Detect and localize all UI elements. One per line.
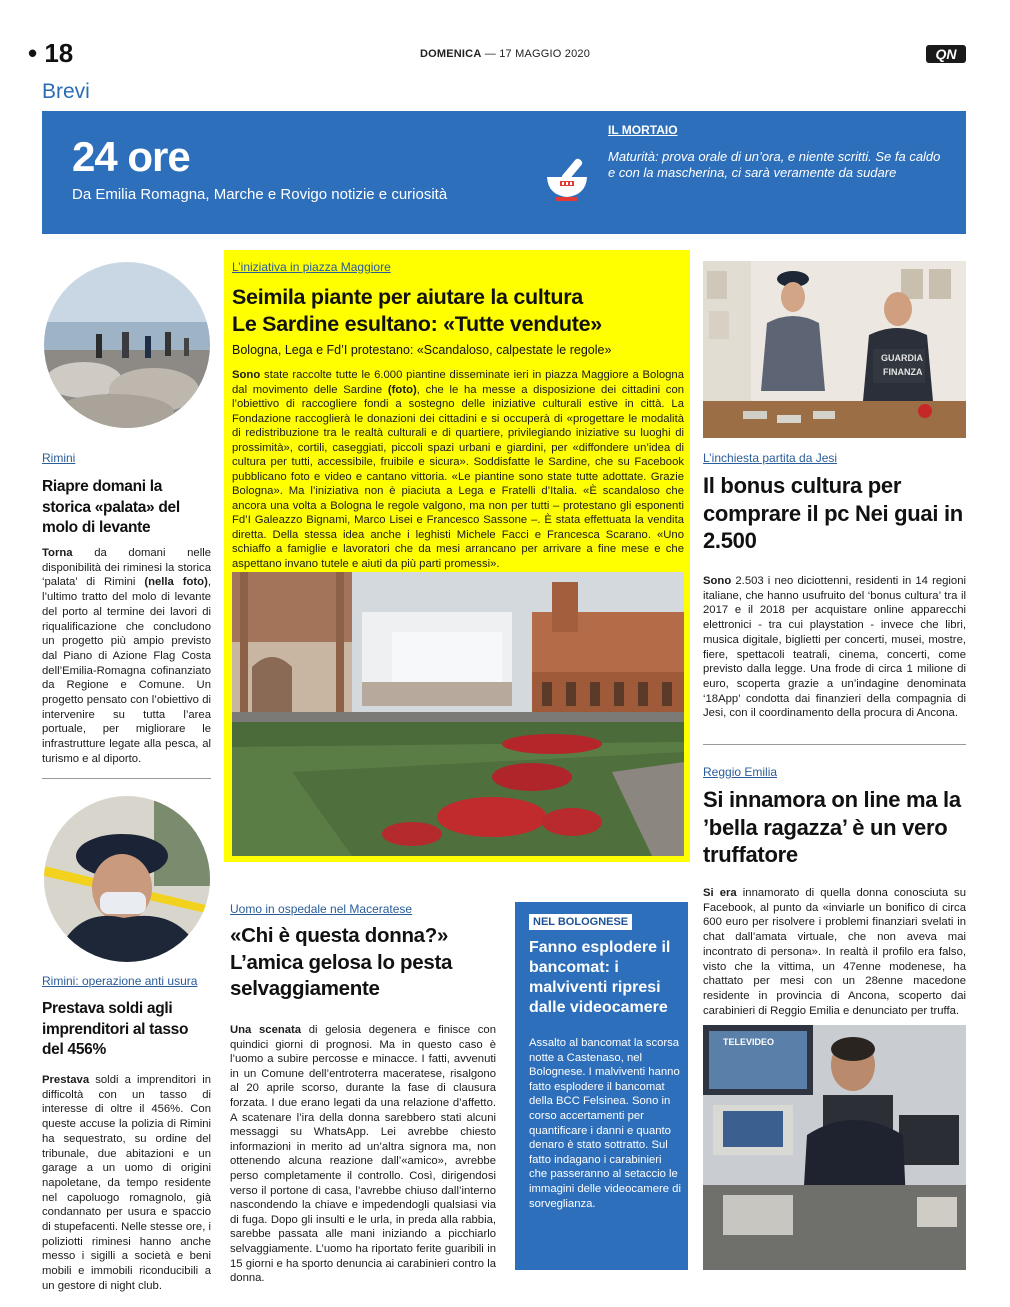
usura-story-headline: Prestava soldi agli imprenditori al tasso del 456%	[42, 1000, 189, 1058]
banner-subtitle: Da Emilia Romagna, Marche e Rovigo notizie e curiosità	[72, 186, 448, 203]
bancomat-box	[515, 902, 688, 1270]
bancomat-tag: NEL BOLOGNESE	[529, 914, 632, 930]
police-officer-photo	[44, 796, 210, 962]
sardine-headline: Seimila piante per aiutare la cultura Le Sardine esultano: «Tutte vendute»	[232, 285, 602, 336]
reggio-story-headline: Si innamora on line ma la ’bella ragazza’ è un vero truffatore	[703, 787, 961, 867]
bonus-story-kicker: L’inchiesta partita da Jesi	[703, 451, 838, 465]
rimini-pier-photo	[44, 262, 210, 428]
sardine-deck: Bologna, Lega e Fd’I protestano: «Scandaloso, calpestate le regole»	[232, 343, 612, 357]
rimini-story-headline: Riapre domani la storica «palata» del molo di levante	[42, 478, 180, 536]
macerata-story-headline: «Chi è questa donna?» L’amica gelosa lo pesta selvaggiamente	[230, 924, 453, 1000]
macerata-story-kicker: Uomo in ospedale nel Maceratese	[230, 902, 413, 916]
banner	[42, 111, 966, 234]
reggio-story-kicker: Reggio Emilia	[703, 765, 778, 779]
sardine-body: Sono state raccolte tutte le 6.000 piantine disseminate ieri in piazza Maggiore a Bologna dal movimento delle Sardine (foto), che le ha messe a disposizione dei cittadini con l’obiettivo di raccogliere fondi a sostegno delle iniziative culturali estive in città. La Fondazione raccoglierà le donazioni dei cittadini e si occuperà di «progettare le modalità di redistribuzione tra le realtà culturali e di quartiere, privilegiando iniziative su luoghi di prossimità», cortili, caseggiati, piccoli spazi urbani e giardini, per «diffondere un’idea di cultura per tutti, accessibile, fruibile e sicura». Soddisfatte le Sardine, che su Facebook pubblicano foto e video e cantano vittoria. «Le piantine sono state tutte adottate. Grazie Bologna». Ma l’iniziativa non è piaciuta a Lega e Fratelli d’Italia. «È scandaloso che ancora una volta a Bologna le regole valgono, ma non per tutti – protestano gli esponenti Fd’I Galeazzo Bignami, Marco Lisei e Francesco Sassone –. È stata effettuata la vendita diretta. Della stessa idea anche i leghisti Michele Facci e Francesca Scarano. «Uno schiaffo a famiglie e lavoratori che da mesi arrancano per arrivare a fine mese e che aspettano invano tutele e aiuti da più parti promessi».	[232, 369, 685, 570]
banner-title: 24 ore	[72, 133, 190, 180]
mortar-and-pestle-icon	[542, 155, 592, 205]
screen-text: TELEVIDEO	[723, 1037, 775, 1047]
divider	[42, 778, 211, 779]
usura-story-body: Prestava soldi a imprenditori in difficoltà con un tasso di interesse di oltre il 456%. Con queste accuse la polizia di Rimini ha sequestrato, su ordine del tribunale, due abitazioni e un garage a un uomo di origini napoletane, da tempo residente nel capoluogo romagnolo, già condannato per usura e spaccio di stupefacenti. Nelle stesse ore, i poliziotti riminesi hanno anche messo i sigilli a società e beni mobili e immobili riconducibili a un gestore di night club.	[42, 1074, 211, 1292]
divider	[703, 744, 966, 745]
bonus-story-headline: Il bonus cultura per comprare il pc Nei guai in 2.500	[703, 473, 963, 553]
mortaio-text: Maturità: prova orale di un’ora, e niente scritti. Se fa caldo e con la mascherina, ci sarà veramente da sudare	[608, 149, 941, 180]
bancomat-headline: Fanno esplodere il bancomat: i malviventi ripresi dalle videocamere	[529, 939, 671, 1016]
sardine-feature-box	[224, 250, 690, 862]
bancomat-body: Assalto al bancomat la scorsa notte a Castenaso, nel Bolognese. I malviventi hanno fatto esplodere il bancomat della BCC Felsinea. Sono in corso accertamenti per quantificare i danni e quanto denaro è stato sottratto. Sul fatto indagano i carabinieri che passeranno al setaccio le immagini delle videocamere di sorveglianza.	[529, 1037, 681, 1210]
piazza-maggiore-photo	[232, 572, 684, 856]
rimini-story-kicker: Rimini	[42, 451, 76, 465]
rimini-story-body: Torna da domani nelle disponibilità dei riminesi la storica ‘palata’ di Rimini (nella foto), l’ultimo tratto del molo di levante del porto al termine dei lavori di riqualificazione che concludono un progetto più ampio previsto dal Piano di Azione Flag Costa dell’Emilia-Romagna cofinanziato da Regione e Comune. Un progetto pensato con l’obiettivo di intervenire su tutta l’area portuale, per migliorare le infrastrutture legate alla pesca, al turismo e al diporto.	[42, 547, 211, 765]
day: DOMENICA	[419, 48, 482, 60]
carabinieri-operations-room-photo	[703, 1025, 966, 1270]
page-number: • 18	[28, 38, 74, 68]
reggio-story-body: Si era innamorato di quella donna conosciuta su Facebook, al punto da «inviarle un bonifico di circa 600 euro per risolvere i problemi finanziari svelati in chat dall’amata virtuale, che non aveva mai incontrato di persona». In realtà il profilo era falso, visto che la vittima, un 47enne modenese, ha chattato per mesi con un 28enne macedone residente in provincia di Ancona, scoperto dai carabinieri di Reggio Emilia e denunciato per truffa.	[703, 887, 966, 1017]
section-title: Brevi	[42, 80, 90, 103]
bonus-story-body: Sono 2.503 i neo diciottenni, residenti in 14 regioni italiane, che hanno usufruito del ‘bonus cultura’ tra il 2017 e il 2018 per acquistare online apparecchi elettronici - tra cui playstation - invece che libri, musica digitale, biglietti per concerti, musei, mostre, fiere, spettacoli teatrali, cinema, concerti, come previsto dalla legge. Una frode di circa 1 milione di euro, scoperta grazie a un’indagine denominata ‘18App’ condotta dai finanzieri della compagnia di Jesi, con il coordinamento della procura di Ancona.	[703, 575, 966, 720]
date: 17 MAGGIO 2020	[499, 48, 591, 60]
vest-text-finanza: FINANZA	[883, 367, 923, 377]
macerata-story-body: Una scenata di gelosia degenera e finisce con quindici giorni di prognosi. Ma in questo caso è l’uomo a subire percosse e minacce. I fatti, avvenuti in un Comune dell’entroterra maceratese, risalgono al 20 aprile scorso, durante la fase di clausura forzata. I due erano legati da una relazione d’affetto. A scatenare l’ira della donna sarebbero stati alcuni messaggi su WhatsApp. Lei avrebbe chiesto informazioni in merito ad un’altra signora ma, non ottenendo alcuna reazione dall’«amico», avrebbe perso completamente il controllo. Così, dirigendosi verso il portone di casa, l’avrebbe chiuso dall’interno nascondendo la chiave e impedendogli qualsiasi via di fuga. Dopo gli insulti e le urla, in preda alla rabbia, sarebbe passata alle mani iniziando a picchiarlo selvaggiamente. L’uomo ha riportato ferite guaribili in 15 giorni e ha sporto denuncia ai carabinieri contro la donna.	[230, 1024, 496, 1285]
dateline: DOMENICA — 17 MAGGIO 2020	[419, 48, 591, 60]
qn-logo: QN	[926, 45, 966, 63]
sardine-kicker: L’iniziativa in piazza Maggiore	[232, 260, 391, 274]
guardia-di-finanza-photo	[703, 261, 966, 438]
usura-story-kicker: Rimini: operazione anti usura	[42, 974, 198, 988]
vest-text-guardia: GUARDIA	[881, 353, 923, 363]
mortaio-label: IL MORTAIO	[608, 123, 678, 137]
